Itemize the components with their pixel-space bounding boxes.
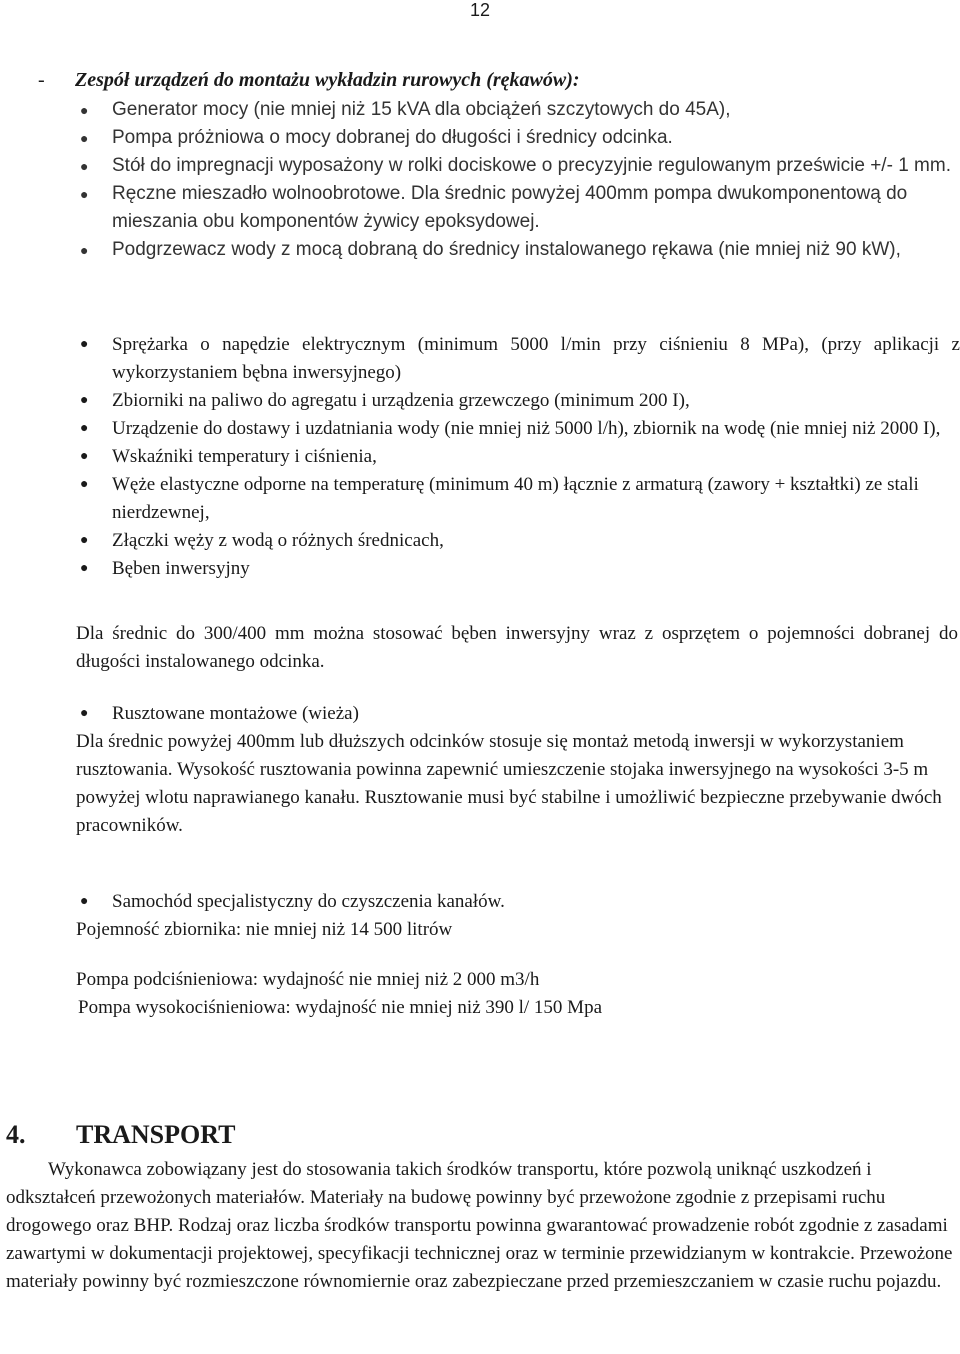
list-item: ● Węże elastyczne odporne na temperaturę (minimum 40 m) łącznie z armaturą (zawory + kształtki) ze stali nierdzewnej, [76, 471, 960, 527]
pressure-pump: Pompa wysokociśnieniowa: wydajność nie mniej niż 390 l/ 150 Mpa [78, 997, 603, 1018]
transport-body: Wykonawca zobowiązany jest do stosowania takich środków transportu, które pozwolą uniknąć uszkodzeń i odkształceń przewożonych materiałów. Materiały na budowę powinny być przewożone zgodnie z przepisami ruchu drogowego oraz BHP. Rodzaj oraz liczba środków transportu powinna gwarantować prowadzenie robót zgodnie z zasadami zawartymi w dokumentacji projektowej, specyfikacji technicznej oraz w terminie przewidzianym w kontrakcie. Przewożone materiały powinny być rozmieszczone równomiernie oraz zabezpieczane przed przemieszczaniem w czasie ruchu pojazdu. [6, 1159, 953, 1292]
equipment-heading [38, 66, 938, 94]
bullet-icon: ● [80, 477, 89, 492]
page-number: 12 [469, 0, 491, 20]
bullet-icon: ● [80, 158, 89, 174]
list-item: ● Ręczne mieszadło wolnoobrotowe. Dla średnic powyżej 400mm pompa dwukomponentową do mieszania obu komponentów żywicy epoksydowej. [76, 180, 960, 236]
list-item: ● Generator mocy (nie mniej niż 15 kVA dla obciążeń szczytowych do 45A), [76, 96, 960, 124]
list-item: ● Sprężarka o napędzie elektrycznym (minimum 5000 l/min przy ciśnieniu 8 MPa), (przy aplikacji z wykorzystaniem bębna inwersyjnego) [76, 331, 960, 387]
list-item: ● Bęben inwersyjny [76, 555, 960, 583]
heading-dash: - [38, 69, 45, 91]
bullet-icon: ● [80, 186, 89, 202]
list-item: ● Pompa próżniowa o mocy dobranej do długości i średnicy odcinka. [76, 124, 960, 152]
bullet-icon: ● [80, 102, 89, 118]
list-item: ● Złączki węży z wodą o różnych średnicach, [76, 527, 960, 555]
tank-capacity: Pojemność zbiornika: nie mniej niż 14 500 litrów [76, 919, 453, 940]
bullet-icon: ● [80, 561, 89, 576]
list-item: ● Rusztowane montażowe (wieża) [76, 700, 960, 728]
list-item: ● Wskaźniki temperatury i ciśnienia, [76, 443, 960, 471]
bullet-icon: ● [80, 337, 89, 352]
inversion-drum-note: Dla średnic do 300/400 mm można stosować bęben inwersyjny wraz z osprzętem o pojemności dobranej do długości instalowanego odcinka. [76, 623, 958, 672]
bullet-icon: ● [80, 393, 89, 408]
list-item: ● Stół do impregnacji wyposażony w rolki dociskowe o precyzyjnie regulowanym prześwicie +/- 1 mm. [76, 152, 960, 180]
vacuum-pump: Pompa podciśnieniowa: wydajność nie mniej niż 2 000 m3/h [76, 969, 540, 990]
bullet-icon: ● [80, 449, 89, 464]
bullet-icon: ● [80, 706, 89, 721]
list-item: ● Zbiorniki na paliwo do agregatu i urządzenia grzewczego (minimum 200 I), [76, 387, 960, 415]
list-item: ● Urządzenie do dostawy i uzdatniania wody (nie mniej niż 5000 l/h), zbiornik na wodę (nie mniej niż 2000 I), [76, 415, 960, 443]
list-item: ● Podgrzewacz wody z mocą dobraną do średnicy instalowanego rękawa (nie mniej niż 90 kW), [76, 236, 960, 264]
section-heading [6, 1118, 235, 1152]
section-title: TRANSPORT [76, 1120, 236, 1149]
bullet-icon: ● [80, 533, 89, 548]
bullet-icon: ● [80, 894, 89, 909]
equipment-heading-text: Zespół urządzeń do montażu wykładzin rurowych (rękawów): [75, 69, 580, 91]
list-item: ● Samochód specjalistyczny do czyszczenia kanałów. [76, 888, 960, 916]
vehicle-list [76, 888, 960, 916]
scaffold-text: Dla średnic powyżej 400mm lub dłuższych odcinków stosuje się montaż metodą inwersji w wykorzystaniem rusztowania. Wysokość rusztowania powinna zapewnić umieszczenie stojaka inwersyjnego na wysokości 3-5 m powyżej wlotu naprawianego kanału. Rusztowanie musi być stabilne i umożliwić bezpieczne przebywanie dwóch pracowników. [76, 731, 942, 836]
equipment-list-b [76, 331, 960, 583]
bullet-icon: ● [80, 242, 89, 258]
bullet-icon: ● [80, 130, 89, 146]
section-number: 4. [6, 1120, 26, 1149]
scaffold-list [76, 700, 960, 728]
equipment-list-a [76, 96, 960, 264]
bullet-icon: ● [80, 421, 89, 436]
